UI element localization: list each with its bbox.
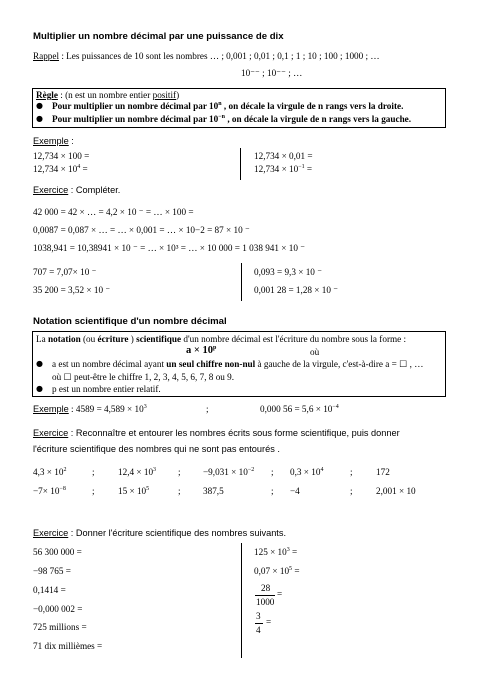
bullet-icon: ● xyxy=(36,114,43,123)
semicolon: ; xyxy=(178,486,181,496)
left-item: 725 millions = xyxy=(33,622,87,632)
sci-item: $-9,031 \times 10^{-2}$ xyxy=(203,467,255,477)
sci-item: $15 \times 10^5$ xyxy=(118,486,150,496)
rule-1: Pour multiplier un nombre décimal par 10$^n$ , on décale la virgule de n rangs vers la droite. xyxy=(52,101,404,111)
bullet-icon: ● xyxy=(36,384,43,393)
definition-bullet-1-line2: où ☐ peut-être le chiffre 1, 2, 3, 4, 5, 6, 7, 8 ou 9. xyxy=(52,372,235,382)
definition-bullet-2: p est un nombre entier relatif. xyxy=(52,384,161,394)
rule-heading xyxy=(36,90,179,100)
definition-bullet-1: a est un nombre décimal ayant un seul chiffre non-nul à gauche de la virgule, c'est-à-dire a = ☐ , … xyxy=(52,359,424,369)
section2-title: Notation scientifique d'un nombre décimal xyxy=(33,316,227,327)
fraction-2-eq: = xyxy=(266,617,272,627)
semicolon: ; xyxy=(350,486,353,496)
fraction-1-num: 28 xyxy=(261,583,271,593)
left-item: 56 300 000 = xyxy=(33,547,82,557)
sci-item: 387,5 xyxy=(203,486,224,496)
exercice-text: : Compléter. xyxy=(68,185,121,195)
regle-note: : (n est un nombre entier xyxy=(57,90,153,100)
example-left-2: $12,734 \times 10^4$ = xyxy=(33,164,88,174)
complete-line-5-left: 35 200 = 3,52 × 10 ⁻ xyxy=(33,285,111,295)
example-2-sep: ; xyxy=(206,404,209,414)
exercice3-heading: Exercice : Donner l'écriture scientifique des nombres suivants. xyxy=(33,528,286,538)
exercice2-heading: Exercice : Reconnaître et entourer les nombres écrits sous forme scientifique, puis donner xyxy=(33,428,400,438)
sci-item: 2,001 × 10 xyxy=(376,486,416,496)
left-item: 0,1414 = xyxy=(33,585,66,595)
exemple2-label: Exemple xyxy=(33,404,69,414)
fraction-1-eq: = xyxy=(277,589,283,599)
example-right-1: 12,734 × 0,01 = xyxy=(254,151,313,161)
sci-item: $-7\times 10^{-8}$ xyxy=(33,486,66,496)
sci-item: −4 xyxy=(290,486,300,496)
divider xyxy=(241,543,242,658)
fraction-2-den: 4 xyxy=(256,625,261,635)
right-item-1: $125 \times 10^3$ = xyxy=(254,547,298,557)
rappel-line xyxy=(33,51,380,61)
example-2: Exemple : $4589 = 4,589 \times 10^3$ xyxy=(33,404,147,414)
complete-line-4-right: 0,093 = 9,3 × 10 ⁻ xyxy=(254,267,323,277)
left-item: −98 765 = xyxy=(33,566,71,576)
section1-title: Multiplier un nombre décimal par une puissance de dix xyxy=(33,31,284,42)
exercice2-line2: l'écriture scientifique des nombres qui ne sont pas entourés . xyxy=(33,444,280,454)
complete-line-4-left: 707 = 7,07× 10 ⁻ xyxy=(33,267,97,277)
complete-line-5-right: 0,001 28 = 1,28 × 10 ⁻ xyxy=(254,285,339,295)
sci-item: $0,3 \times 10^4$ xyxy=(290,467,324,477)
left-item: 71 dix millièmes = xyxy=(33,641,103,651)
exercice-label: Exercice xyxy=(33,185,69,195)
semicolon: ; xyxy=(271,486,274,496)
rule-2: Pour multiplier un nombre décimal par $10^{-n}$ , on décale la virgule de n rangs vers la gauche. xyxy=(52,114,412,124)
semicolon: ; xyxy=(92,467,95,477)
semicolon: ; xyxy=(350,467,353,477)
bullet-icon: ● xyxy=(36,359,43,368)
bullet-icon: ● xyxy=(36,101,43,110)
exemple-heading: Exemple : xyxy=(33,136,74,146)
sci-item: $4,3 \times 10^2$ xyxy=(33,467,67,477)
definition-box xyxy=(32,331,446,397)
rappel-text: : Les puissances de 10 sont les nombres … ; 0,001 ; 0,01 ; 0,1 ; 1 ; 10 ; 100 ; 1000 ; … xyxy=(59,51,380,61)
right-item-2: $0,07 \times 10^5$ = xyxy=(254,566,300,576)
complete-line-2: 0,0087 = 0,087 × … = … × 0,001 = … × 10−2 = 87 × 10 ⁻ xyxy=(33,225,250,235)
sci-item: 172 xyxy=(376,467,390,477)
rappel-label: Rappel xyxy=(33,51,60,61)
divider xyxy=(240,148,241,180)
fraction-1-den: 1000 xyxy=(256,597,275,607)
sci-item: $12,4 \times 10^3$ xyxy=(118,467,157,477)
fraction-bar xyxy=(255,595,275,596)
example-left-1: 12,734 × 100 = xyxy=(33,151,90,161)
fraction-bar xyxy=(255,623,263,624)
formula-ou: où xyxy=(310,347,320,357)
divider xyxy=(241,263,242,301)
exercice-heading xyxy=(33,185,120,195)
complete-line-1: 42 000 = 42 × … = 4,2 × 10 ⁻ = … × 100 = xyxy=(33,207,194,217)
rule-box xyxy=(32,88,446,128)
exercice2-label: Exercice xyxy=(33,428,69,438)
semicolon: ; xyxy=(92,486,95,496)
example-2-b: 0,000 $56 = 5,6 \times 10^{-4}$ xyxy=(260,404,339,414)
regle-label: Règle xyxy=(36,90,58,100)
semicolon: ; xyxy=(271,467,274,477)
formula: $a \times 10^p$ xyxy=(186,345,217,356)
semicolon: ; xyxy=(178,467,181,477)
fraction-2-num: 3 xyxy=(256,611,261,621)
left-item: −0,000 002 = xyxy=(33,604,83,614)
exemple-label: Exemple xyxy=(33,136,69,146)
regle-positif: positif xyxy=(152,90,177,100)
definition-line: La notation (ou écriture ) scientifique d'un nombre décimal est l'écriture du nombre sous la forme : xyxy=(36,334,407,344)
regle-note-end: ) xyxy=(176,90,180,100)
exercice3-label: Exercice xyxy=(33,528,69,538)
rappel-line2: 10⁻⁻ ; 10⁻⁻ ; … xyxy=(241,68,303,78)
complete-line-3: 1038,941 = 10,38941 × 10 ⁻ = … × 10³ = … × 10 000 = 1 038 941 × 10 ⁻ xyxy=(33,243,306,253)
example-right-2: $12,734 \times 10^{-1}$ = xyxy=(254,164,313,174)
